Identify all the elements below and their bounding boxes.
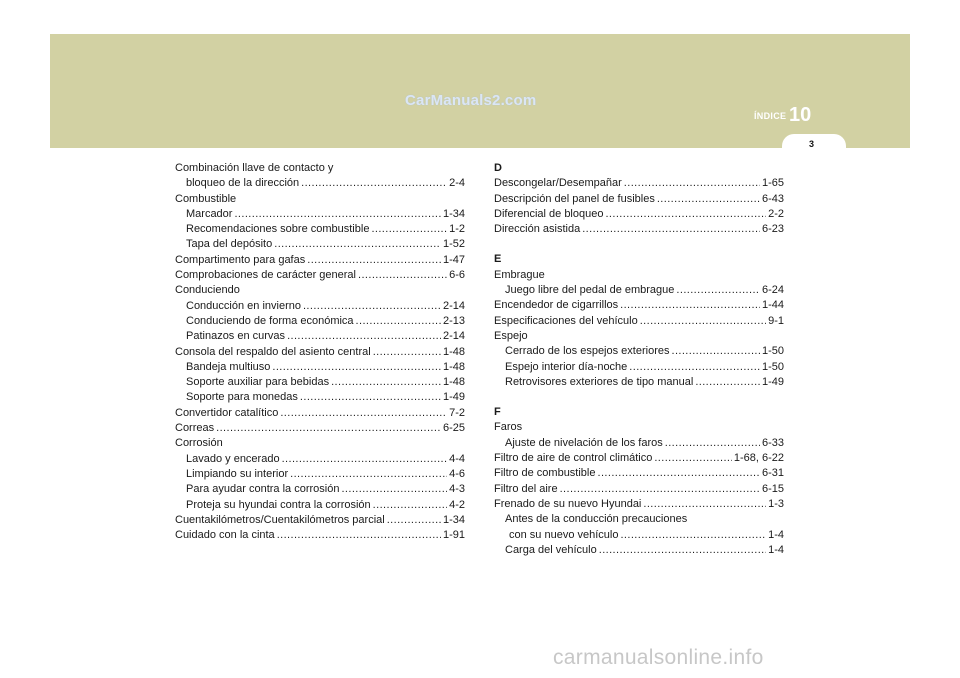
index-entry-label: Espejo interior día-noche — [505, 360, 628, 373]
index-entry-page: 2-4 — [449, 177, 465, 190]
index-entry-page: 1-52 — [442, 238, 465, 251]
index-entry — [175, 467, 465, 482]
index-entry — [494, 466, 784, 481]
dot-leader — [598, 466, 760, 481]
index-entry-page: 2-13 — [442, 314, 465, 327]
index-entry — [175, 253, 465, 268]
index-entry — [494, 344, 784, 359]
index-entry — [494, 222, 784, 237]
dot-leader — [300, 390, 441, 405]
index-entry-label: Frenado de su nuevo Hyundai — [494, 497, 642, 510]
index-column-left — [175, 161, 465, 543]
index-entry-page: 6-25 — [442, 422, 465, 435]
index-entry-label: Filtro de combustible — [494, 467, 596, 480]
index-entry-label: Proteja su hyundai contra la corrosión — [186, 498, 371, 511]
index-entry — [175, 390, 465, 405]
index-entry-page: 4-2 — [449, 498, 465, 511]
dot-leader — [387, 513, 441, 528]
index-entry-page: 1-91 — [442, 529, 465, 542]
index-entry — [175, 329, 465, 344]
index-entry-page: 1-68, 6-22 — [733, 452, 784, 465]
index-entry — [494, 192, 784, 207]
dot-leader — [282, 452, 448, 467]
index-entry — [175, 222, 465, 237]
index-entry-label: Especificaciones del vehículo — [494, 314, 638, 327]
index-entry — [175, 299, 465, 314]
index-entry — [175, 421, 465, 436]
chapter-label: ÍNDICE — [754, 111, 787, 121]
index-entry-page: 6-23 — [761, 223, 784, 236]
chapter-header-band — [50, 34, 910, 148]
index-entry-label: Correas — [175, 422, 215, 435]
index-entry — [494, 528, 784, 543]
index-entry-page: 1-48 — [442, 360, 465, 373]
index-entry — [494, 360, 784, 375]
index-entry — [494, 543, 784, 558]
dot-leader — [301, 176, 447, 191]
index-heading: Combinación llave de contacto y — [175, 162, 334, 174]
index-entry-label: Patinazos en curvas — [186, 330, 286, 343]
index-entry-page: 4-3 — [449, 483, 465, 496]
index-entry-page: 1-3 — [768, 497, 784, 510]
dot-leader — [356, 314, 441, 329]
index-entry — [494, 451, 784, 466]
index-entry-label: Cuentakilómetros/Cuentakilómetros parcial — [175, 513, 385, 526]
index-entry — [175, 345, 465, 360]
index-entry-label: Convertidor catalítico — [175, 406, 279, 419]
dot-leader — [358, 268, 447, 283]
index-entry — [175, 268, 465, 283]
index-entry-label: Lavado y encerado — [186, 452, 280, 465]
index-entry-page: 1-50 — [761, 360, 784, 373]
index-entry — [175, 237, 465, 252]
dot-leader — [234, 207, 441, 222]
index-entry-page: 7-2 — [449, 406, 465, 419]
index-entry — [175, 452, 465, 467]
index-entry — [494, 375, 784, 390]
index-entry-page: 9-1 — [768, 314, 784, 327]
section-letter: D — [494, 162, 502, 174]
index-entry-page: 4-6 — [449, 467, 465, 480]
index-entry — [175, 207, 465, 222]
index-entry — [175, 498, 465, 513]
index-entry-page: 1-65 — [761, 177, 784, 190]
index-entry-label: Compartimento para gafas — [175, 253, 306, 266]
index-heading: Embrague — [494, 268, 545, 281]
index-entry-label: Cuidado con la cinta — [175, 529, 275, 542]
index-heading: Antes de la conducción precauciones — [505, 513, 688, 526]
dot-leader — [307, 253, 441, 268]
dot-leader — [331, 375, 441, 390]
index-entry — [175, 528, 465, 543]
index-entry-label: Dirección asistida — [494, 223, 581, 236]
dot-leader — [676, 283, 760, 298]
index-entry-page: 6-15 — [761, 482, 784, 495]
dot-leader — [599, 543, 766, 558]
index-entry — [175, 482, 465, 497]
dot-leader — [654, 451, 732, 466]
index-entry — [494, 497, 784, 512]
index-entry-page: 1-4 — [768, 528, 784, 541]
index-entry — [494, 298, 784, 313]
index-entry-label: Descripción del panel de fusibles — [494, 192, 655, 205]
index-entry — [175, 314, 465, 329]
index-entry-label: Soporte auxiliar para bebidas — [186, 376, 330, 389]
index-entry-page: 6-24 — [761, 284, 784, 297]
index-column-right — [494, 161, 784, 558]
dot-leader — [657, 192, 760, 207]
dot-leader — [671, 344, 759, 359]
dot-leader — [582, 222, 760, 237]
index-entry-label: Filtro de aire de control climático — [494, 452, 653, 465]
index-entry-page: 1-49 — [442, 391, 465, 404]
index-entry — [175, 375, 465, 390]
index-entry-page: 1-47 — [442, 253, 465, 266]
dot-leader — [620, 298, 760, 313]
index-entry — [175, 176, 465, 191]
index-entry-page: 1-44 — [761, 299, 784, 312]
index-entry-label: Filtro del aire — [494, 482, 558, 495]
dot-leader — [665, 436, 760, 451]
index-entry-label: con su nuevo vehículo — [509, 528, 619, 541]
index-entry-label: Limpiando su interior — [186, 467, 289, 480]
index-entry — [175, 360, 465, 375]
dot-leader — [560, 482, 760, 497]
index-entry — [494, 436, 784, 451]
dot-leader — [216, 421, 441, 436]
index-entry-label: Cerrado de los espejos exteriores — [505, 345, 670, 358]
index-entry-label: Retrovisores exteriores de tipo manual — [505, 375, 694, 388]
index-entry-label: Conduciendo de forma económica — [186, 314, 354, 327]
index-entry-page: 1-48 — [442, 345, 465, 358]
dot-leader — [274, 237, 441, 252]
index-entry-page: 1-50 — [761, 345, 784, 358]
dot-leader — [695, 375, 760, 390]
index-entry — [494, 283, 784, 298]
index-entry-label: Consola del respaldo del asiento central — [175, 345, 371, 358]
index-entry-label: Carga del vehículo — [505, 543, 597, 556]
index-entry-label: Marcador — [186, 207, 233, 220]
dot-leader — [373, 345, 441, 360]
index-entry-page: 6-6 — [449, 269, 465, 282]
index-entry-label: Encendedor de cigarrillos — [494, 299, 619, 312]
index-entry — [175, 513, 465, 528]
section-letter: E — [494, 253, 502, 266]
index-entry-label: Conducción en invierno — [186, 299, 301, 312]
index-entry-label: bloqueo de la dirección — [186, 177, 300, 190]
index-entry-label: Bandeja multiuso — [186, 360, 271, 373]
index-entry-label: Ajuste de nivelación de los faros — [505, 436, 663, 449]
index-entry-page: 1-34 — [442, 207, 465, 220]
index-entry-page: 2-14 — [442, 330, 465, 343]
index-entry-page: 6-33 — [761, 436, 784, 449]
index-entry-label: Tapa del depósito — [186, 238, 273, 251]
index-heading: Conduciendo — [175, 284, 240, 297]
section-letter: F — [494, 406, 501, 419]
index-entry-page: 2-14 — [442, 299, 465, 312]
watermark-top: CarManuals2.com — [405, 92, 537, 109]
watermark-bottom: carmanualsonline.info — [553, 646, 764, 669]
index-entry — [175, 406, 465, 421]
dot-leader — [287, 329, 441, 344]
index-entry-page: 6-31 — [761, 467, 784, 480]
index-entry-page: 1-4 — [768, 543, 784, 556]
dot-leader — [371, 222, 447, 237]
dot-leader — [373, 498, 447, 513]
dot-leader — [303, 299, 441, 314]
index-entry-label: Recomendaciones sobre combustible — [186, 223, 370, 236]
index-heading: Espejo — [494, 329, 528, 342]
index-entry-page: 4-4 — [449, 452, 465, 465]
index-entry — [494, 314, 784, 329]
dot-leader — [290, 467, 447, 482]
dot-leader — [277, 528, 441, 543]
dot-leader — [640, 314, 766, 329]
dot-leader — [643, 497, 766, 512]
index-entry-label: Diferencial de bloqueo — [494, 207, 604, 220]
index-heading: Combustible — [175, 192, 237, 205]
index-entry-label: Juego libre del pedal de embrague — [505, 284, 675, 297]
dot-leader — [629, 360, 760, 375]
chapter-number: 10 — [789, 104, 812, 126]
dot-leader — [620, 528, 766, 543]
page-number: 3 — [809, 139, 815, 149]
index-heading: Corrosión — [175, 437, 223, 450]
dot-leader — [624, 176, 760, 191]
index-entry-page: 1-49 — [761, 375, 784, 388]
dot-leader — [280, 406, 447, 421]
dot-leader — [341, 482, 447, 497]
dot-leader — [605, 207, 766, 222]
index-entry — [494, 176, 784, 191]
index-entry-page: 1-48 — [442, 376, 465, 389]
section-gap — [494, 237, 784, 252]
section-gap — [494, 390, 784, 405]
index-entry — [494, 482, 784, 497]
index-entry-page: 2-2 — [768, 207, 784, 220]
index-entry — [494, 207, 784, 222]
index-entry-page: 1-34 — [442, 513, 465, 526]
index-entry-label: Para ayudar contra la corrosión — [186, 483, 340, 496]
dot-leader — [272, 360, 441, 375]
index-heading: Faros — [494, 421, 523, 434]
index-entry-label: Descongelar/Desempañar — [494, 177, 622, 190]
index-entry-page: 6-43 — [761, 192, 784, 205]
index-entry-label: Soporte para monedas — [186, 391, 298, 404]
index-entry-label: Comprobaciones de carácter general — [175, 269, 356, 282]
index-entry-page: 1-2 — [449, 223, 465, 236]
